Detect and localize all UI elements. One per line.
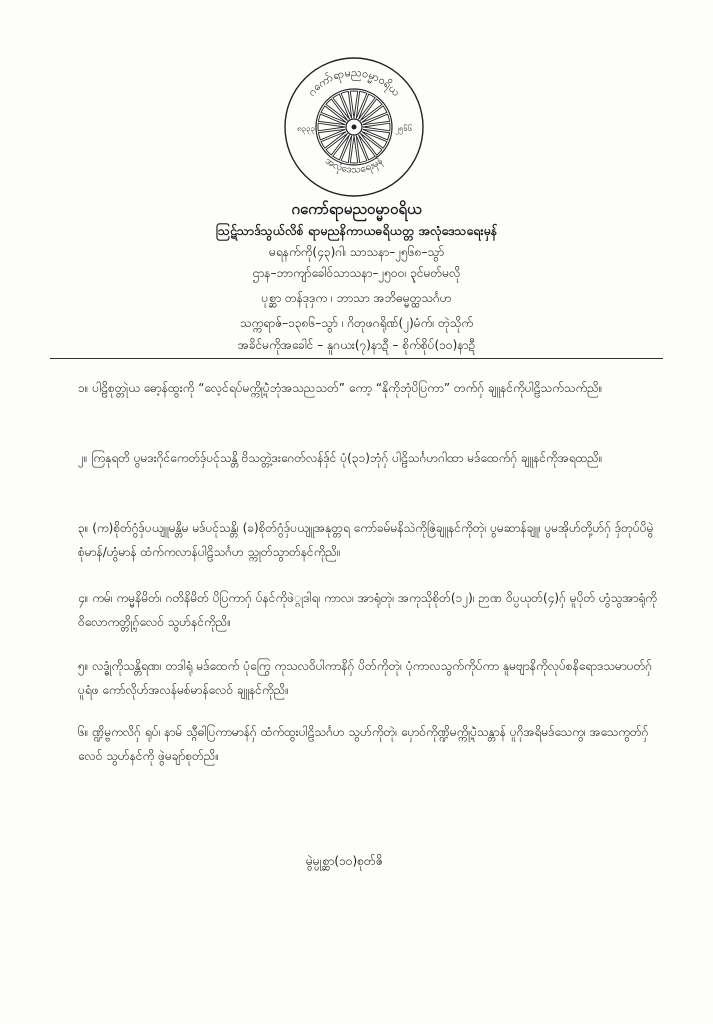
reference-number: မရနက်ကို(၄၃)ဂါ၊ သာသနာ–၂၅၆၈–သွာ် bbox=[268, 245, 444, 259]
question-text: ဏ္ဍိမ္ဗကလိဂှ် ရုပ်၊ နာမ် သ္ဂီဓါပြကာမာန်ဂှ် ထံက်ထွးပါဠိသင်္ဂဟ သွဟ်ကိုတုဲ၊ ပှောဝ်ကိုဏ္ဍိမက္ကို့ပုံဲသန္တာန် ပူဂိုအရိမဒ်သေကွ၊ အသေကွတ်ဂှ်လေဝ် သွဟ်နင်ကို ဖွဲမချာ်စုတ်ညိ။ bbox=[78, 725, 649, 763]
question-number: ၅။ bbox=[78, 659, 89, 673]
question-text: ပါဠိစုတ္တုဲယ ဓော့န်ထွးကို “လေ့င်ရပ်မက္ကို့ပုံဲဘုံအသညသတ်” ကော့ “နိုကိုဘုံပိပြကာ” တက်ဂှ် ချူနင်ကိုပါဠိသက်သက်ညိ။ bbox=[92, 381, 603, 395]
question-number: ၃။ bbox=[78, 521, 89, 535]
question-item bbox=[78, 586, 658, 634]
header-divider bbox=[50, 358, 663, 359]
question-item bbox=[78, 376, 658, 400]
question-item bbox=[78, 654, 658, 702]
exam-time: သက္ကရာဇ်–၁၃၈၆–သွာ် ၊ ဂိတုဖဂရိုဏ်(၂)မံက်၊ တုဲသိုက် bbox=[239, 316, 474, 330]
question-text: လဒ္ဓုံကိုသန္တိရဏ၊ တဒါရုံ မဒ်ထေက် ပုံကြွေ ကုသလဝိပါကာနိဂှ် ပိတ်ကိုတုဲ၊ ပုံကာလသွက်ကိုပ်ကာ နူမဗျာနိကိုလုပ်စနိရောဒသမာပတ်ဂှ် ပူရံဖ ကော်လိုဟ်အလန်မစ်မာန်လေဝ် ချူနင်ကိုညိ။ bbox=[78, 659, 653, 697]
department-name: ဩဋ်သာဒ်သွယ်လိစ် ရာမညနိကာယဓရိယတ္တ အလုံဒေသရေးမှန် bbox=[215, 223, 498, 238]
seal-top-text: ဂကော်ရာမညဝမ္မာဝရိယ bbox=[305, 65, 403, 99]
question-text: ကမ်၊ ကမ္မနိမိတ်၊ ဂတိနိမိတ် ပိပြကာဂှ် ပ်နင်ကိုဖဲ္ဂုဒါရ၊ ကာလ၊ အာရုံတုဲ၊ အကုသိုစိုတ်(၁၂)၊ ဉာဏ ဝိပ္ပယုတ်(၄)ဂှ် မူပိုတ် ဟွံသွအာရုံကိုဝိလောကတ္တို့ဂှ်လေဝ် သွဟ်နင်ကိုညိ။ bbox=[78, 591, 657, 629]
question-item bbox=[78, 516, 658, 564]
question-number: ၄။ bbox=[78, 591, 89, 605]
question-text: (က)စိုတ်ဂွံဒှ်ပယျူမန္တိမ မဒ်ပင်ုသန္တိ၊ (ခ)စိုတ်ဂွံဒှ်ပယျူအနုတ္တရ ကော်ခမ်မနိသဲကိုဇြဲချူနင်ကိုတုဲ၊ ပွမဆာန်ချူ၊ ပွမအိုဟ်တို့ဟ်ဂှ် ဒှ်တုပ်ပိမွဲစုံမာန်/ဟွံမာန် ထံက်ကလာန်ပါဠိသင်္ဂဟ သ္ကုတ်သွာတ်နင်ကိုညိ။ bbox=[78, 521, 654, 559]
question-number: ၁။ bbox=[78, 381, 89, 395]
issue-date: ဌာန–ဘာကျာ်ခေါဝ်သာသနာ–၂၅၀၀၊ ၃ုင်မတ်မလို bbox=[252, 266, 461, 280]
question-number: ၆။ bbox=[78, 725, 89, 739]
seal-right-text: ၂၅၆၆ bbox=[395, 124, 413, 133]
question-item bbox=[78, 720, 658, 768]
seal-left-text: ၈၃၃၃ bbox=[297, 124, 316, 133]
question-text: ကြနုရတိ ပွမဒးဂိုင်ကေတ်ဒှ်ပင်ုသန္တိ ဗိသတ္တဲ့ဒးဂေတ်လန်ဒှ်င် ပုံ(၃၁)ဘုံဂှ် ပါဠိသင်္ဂဟဂါထာ မဒ်ထေက်ဂှ် ချူနင်ကိုအရထညိ။ bbox=[91, 451, 603, 465]
exam-subject: ပုစ္ဆာ တန်ဒုဒှက ၊ ဘာသာ အဘိဓမ္မတ္ထသင်္ဂဟ bbox=[261, 291, 452, 305]
exam-schedule: အခိင်မကိုအခေါင် – နူဂယး(၇)နာဍီ – စိုက်စိုပ်(၁၀)နာဍီ bbox=[237, 338, 476, 352]
organization-name: ဂကော်ရာမညဝမ္မာဝရိယ bbox=[291, 200, 422, 218]
monastery-seal bbox=[283, 56, 425, 198]
question-item bbox=[78, 446, 658, 470]
question-number: ၂။ bbox=[78, 451, 88, 465]
question-count-note: မွဲမ္ပုစ္ဆာ(၁၀)စုတ်ဇိ bbox=[306, 854, 383, 868]
seal-bottom-text: အလုံဒေသရေးမှန် bbox=[323, 155, 385, 176]
